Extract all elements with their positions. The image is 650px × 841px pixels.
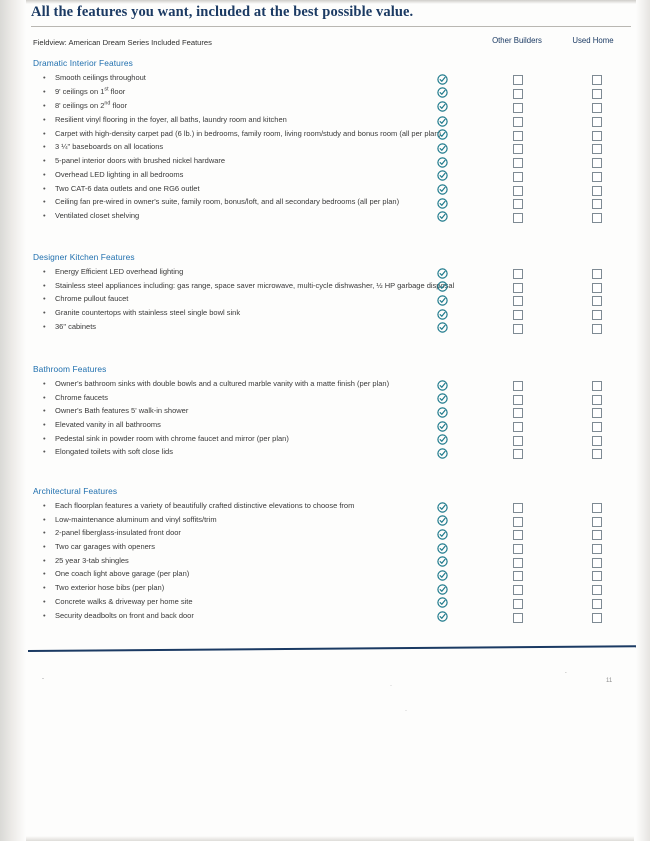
bullet-dot-icon: • <box>43 86 46 96</box>
feature-row <box>33 294 473 304</box>
empty-checkbox-icon-used-home[interactable] <box>592 517 603 528</box>
empty-checkbox-icon-used-home[interactable] <box>592 144 603 155</box>
feature-label: Low-maintenance aluminum and vinyl soffits/trim <box>55 514 217 524</box>
check-circle-icon <box>437 543 448 554</box>
feature-row <box>33 556 473 566</box>
bullet-dot-icon: • <box>43 267 46 276</box>
empty-checkbox-icon-other-builders[interactable] <box>513 558 524 569</box>
empty-checkbox-icon-used-home[interactable] <box>592 103 603 114</box>
empty-checkbox-icon-other-builders[interactable] <box>513 571 524 582</box>
feature-row <box>33 583 473 593</box>
page-subtitle: Fieldview: American Dream Series Included Features <box>33 38 212 47</box>
empty-checkbox-icon-used-home[interactable] <box>592 571 603 582</box>
feature-section <box>33 58 473 225</box>
headline-divider <box>31 26 631 27</box>
empty-checkbox-icon-other-builders[interactable] <box>513 517 524 528</box>
check-circle-icon <box>437 421 448 432</box>
empty-checkbox-icon-other-builders[interactable] <box>513 585 524 596</box>
footer-faint-mark: - <box>565 670 567 676</box>
bullet-dot-icon: • <box>43 555 46 565</box>
empty-checkbox-icon-other-builders[interactable] <box>513 530 524 541</box>
empty-checkbox-icon-used-home[interactable] <box>592 449 603 460</box>
section-title: Dramatic Interior Features <box>33 58 133 68</box>
check-circle-icon <box>437 170 448 181</box>
feature-label: Chrome faucets <box>55 392 108 402</box>
empty-checkbox-icon-used-home[interactable] <box>592 296 603 307</box>
check-circle-icon <box>437 515 448 526</box>
feature-row <box>33 197 473 207</box>
check-circle-icon <box>437 268 448 279</box>
check-circle-icon <box>437 529 448 540</box>
footer-page-number: 11 <box>606 678 613 684</box>
empty-checkbox-icon-other-builders[interactable] <box>513 395 524 406</box>
empty-checkbox-icon-other-builders[interactable] <box>513 89 524 100</box>
empty-checkbox-icon-other-builders[interactable] <box>513 158 524 169</box>
feature-row <box>33 597 473 607</box>
feature-label: Carpet with high-density carpet pad (6 lb.) in bedrooms, family room, living room/study and bonus room (all per plan) <box>55 128 442 138</box>
empty-checkbox-icon-other-builders[interactable] <box>513 199 524 210</box>
check-circle-icon <box>437 143 448 154</box>
feature-label: Resilient vinyl flooring in the foyer, all baths, laundry room and kitchen <box>55 115 287 125</box>
check-circle-icon <box>437 281 448 292</box>
section-title: Architectural Features <box>33 486 118 496</box>
check-circle-icon <box>437 295 448 306</box>
feature-row <box>33 501 473 511</box>
check-circle-icon <box>437 184 448 195</box>
feature-label: Security deadbolts on front and back door <box>55 610 194 620</box>
check-circle-icon <box>437 570 448 581</box>
feature-label: Ceiling fan pre-wired in owner's suite, family room, bonus/loft, and all secondary bedrooms (all per plan) <box>55 197 400 207</box>
scan-edge-right <box>636 0 650 841</box>
bullet-dot-icon: • <box>43 583 46 593</box>
feature-label: Owner's bathroom sinks with double bowls and a cultured marble vanity with a matte finish (per plan) <box>55 379 390 388</box>
empty-checkbox-icon-other-builders[interactable] <box>513 310 524 321</box>
feature-row <box>33 322 473 332</box>
check-circle-icon <box>437 556 448 567</box>
bullet-dot-icon: • <box>43 392 46 402</box>
feature-label: 3 ¼" baseboards on all locations <box>55 142 164 152</box>
feature-row <box>33 447 473 457</box>
feature-label: Granite countertops with stainless steel single bowl sink <box>55 308 241 318</box>
empty-checkbox-icon-used-home[interactable] <box>592 585 603 596</box>
bullet-dot-icon: • <box>43 308 46 318</box>
feature-section <box>33 486 473 624</box>
feature-row <box>33 515 473 525</box>
check-circle-icon <box>437 309 448 320</box>
bullet-dot-icon: • <box>43 169 46 179</box>
check-circle-icon <box>437 380 448 391</box>
feature-row <box>33 528 473 538</box>
feature-label: Smooth ceilings throughout <box>55 73 146 82</box>
feature-row <box>33 406 473 416</box>
feature-label: Two exterior hose bibs (per plan) <box>55 583 165 593</box>
feature-section <box>33 364 473 461</box>
bullet-dot-icon: • <box>43 321 46 331</box>
footer-center-mark-2: · <box>405 708 407 714</box>
check-circle-icon <box>437 448 448 459</box>
scan-edge-left <box>0 0 26 841</box>
scan-edge-bottom <box>26 836 634 841</box>
feature-row <box>33 281 473 291</box>
feature-label: Stainless steel appliances including: gas range, space saver microwave, multi-cycle dishwasher, ½ HP garbage disposal <box>55 280 455 290</box>
empty-checkbox-icon-other-builders[interactable] <box>513 269 524 280</box>
empty-checkbox-icon-other-builders[interactable] <box>513 144 524 155</box>
feature-row <box>33 434 473 444</box>
bullet-dot-icon: • <box>43 197 46 207</box>
feature-row <box>33 101 473 111</box>
feature-label: Elevated vanity in all bathrooms <box>55 420 161 430</box>
empty-checkbox-icon-used-home[interactable] <box>592 131 603 142</box>
bullet-dot-icon: • <box>43 420 46 430</box>
bullet-dot-icon: • <box>43 115 46 125</box>
feature-label: Two car garages with openers <box>55 542 156 552</box>
check-circle-icon <box>437 611 448 622</box>
empty-checkbox-icon-other-builders[interactable] <box>513 103 524 114</box>
bullet-dot-icon: • <box>43 294 46 304</box>
feature-label: 2-panel fiberglass-insulated front door <box>55 528 181 538</box>
footer-left-mark: - <box>42 676 44 682</box>
bullet-dot-icon: • <box>43 569 46 579</box>
bullet-dot-icon: • <box>43 280 46 290</box>
feature-row <box>33 87 473 97</box>
empty-checkbox-icon-other-builders[interactable] <box>513 283 524 294</box>
empty-checkbox-icon-used-home[interactable] <box>592 158 603 169</box>
bottom-divider <box>28 645 636 652</box>
check-circle-icon <box>437 129 448 140</box>
check-circle-icon <box>437 74 448 85</box>
empty-checkbox-icon-used-home[interactable] <box>592 269 603 280</box>
bullet-dot-icon: • <box>43 210 46 220</box>
feature-row <box>33 129 473 139</box>
empty-checkbox-icon-other-builders[interactable] <box>513 599 524 610</box>
empty-checkbox-icon-other-builders[interactable] <box>513 449 524 460</box>
empty-checkbox-icon-used-home[interactable] <box>592 324 603 335</box>
check-circle-icon <box>437 157 448 168</box>
empty-checkbox-icon-other-builders[interactable] <box>513 422 524 433</box>
empty-checkbox-icon-other-builders[interactable] <box>513 117 524 128</box>
feature-row <box>33 73 473 83</box>
check-circle-icon <box>437 101 448 112</box>
empty-checkbox-icon-other-builders[interactable] <box>513 436 524 447</box>
bullet-dot-icon: • <box>43 433 46 443</box>
empty-checkbox-icon-used-home[interactable] <box>592 283 603 294</box>
empty-checkbox-icon-used-home[interactable] <box>592 213 603 224</box>
feature-label: 25 year 3-tab shingles <box>55 555 129 565</box>
empty-checkbox-icon-used-home[interactable] <box>592 503 603 514</box>
check-circle-icon <box>437 502 448 513</box>
empty-checkbox-icon-other-builders[interactable] <box>513 131 524 142</box>
feature-label: Overhead LED lighting in all bedrooms <box>55 169 184 179</box>
bullet-dot-icon: • <box>43 501 46 510</box>
check-circle-icon <box>437 322 448 333</box>
empty-checkbox-icon-other-builders[interactable] <box>513 75 524 86</box>
bullet-dot-icon: • <box>43 183 46 193</box>
check-circle-icon <box>437 597 448 608</box>
empty-checkbox-icon-other-builders[interactable] <box>513 324 524 335</box>
check-circle-icon <box>437 211 448 222</box>
feature-label: Elongated toilets with soft close lids <box>55 447 173 457</box>
feature-label: 9' ceilings on 1st floor <box>55 86 126 97</box>
bullet-dot-icon: • <box>43 128 46 138</box>
feature-section <box>33 252 473 335</box>
empty-checkbox-icon-used-home[interactable] <box>592 381 603 392</box>
empty-checkbox-icon-used-home[interactable] <box>592 89 603 100</box>
empty-checkbox-icon-used-home[interactable] <box>592 186 603 197</box>
feature-row <box>33 211 473 221</box>
feature-label: Chrome pullout faucet <box>55 294 129 304</box>
empty-checkbox-icon-used-home[interactable] <box>592 422 603 433</box>
empty-checkbox-icon-other-builders[interactable] <box>513 613 524 624</box>
check-circle-icon <box>437 584 448 595</box>
feature-row <box>33 267 473 277</box>
feature-label: Concrete walks & driveway per home site <box>55 596 193 606</box>
check-circle-icon <box>437 434 448 445</box>
column-header-used-home: Used Home <box>572 36 614 45</box>
empty-checkbox-icon-other-builders[interactable] <box>513 503 524 514</box>
empty-checkbox-icon-used-home[interactable] <box>592 613 603 624</box>
check-circle-icon <box>437 393 448 404</box>
empty-checkbox-icon-other-builders[interactable] <box>513 186 524 197</box>
bullet-dot-icon: • <box>43 156 46 166</box>
bullet-dot-icon: • <box>43 406 46 416</box>
empty-checkbox-icon-used-home[interactable] <box>592 199 603 210</box>
footer-center-mark: · <box>390 683 392 689</box>
feature-row <box>33 170 473 180</box>
empty-checkbox-icon-used-home[interactable] <box>592 75 603 86</box>
check-circle-icon <box>437 116 448 127</box>
feature-row <box>33 542 473 552</box>
empty-checkbox-icon-used-home[interactable] <box>592 172 603 183</box>
empty-checkbox-icon-used-home[interactable] <box>592 544 603 555</box>
feature-row <box>33 156 473 166</box>
bullet-dot-icon: • <box>43 73 46 82</box>
page-headline: All the features you want, included at the best possible value. <box>31 4 414 20</box>
bullet-dot-icon: • <box>43 596 46 606</box>
feature-label: 8' ceilings on 2nd floor <box>55 100 128 111</box>
empty-checkbox-icon-used-home[interactable] <box>592 599 603 610</box>
check-circle-icon <box>437 198 448 209</box>
feature-label: Pedestal sink in powder room with chrome faucet and mirror (per plan) <box>55 433 289 443</box>
empty-checkbox-icon-used-home[interactable] <box>592 117 603 128</box>
empty-checkbox-icon-used-home[interactable] <box>592 558 603 569</box>
empty-checkbox-icon-used-home[interactable] <box>592 436 603 447</box>
column-header-other-builders: Other Builders <box>492 36 542 45</box>
empty-checkbox-icon-other-builders[interactable] <box>513 381 524 392</box>
empty-checkbox-icon-other-builders[interactable] <box>513 296 524 307</box>
feature-row <box>33 569 473 579</box>
feature-row <box>33 420 473 430</box>
empty-checkbox-icon-other-builders[interactable] <box>513 213 524 224</box>
feature-row <box>33 115 473 125</box>
feature-label: Energy Efficient LED overhead lighting <box>55 267 184 276</box>
empty-checkbox-icon-used-home[interactable] <box>592 530 603 541</box>
bullet-dot-icon: • <box>43 610 46 620</box>
check-circle-icon <box>437 407 448 418</box>
feature-label: Each floorplan features a variety of beautifully crafted distinctive elevations to choose from <box>55 501 355 510</box>
empty-checkbox-icon-other-builders[interactable] <box>513 544 524 555</box>
feature-label: 5-panel interior doors with brushed nickel hardware <box>55 156 226 166</box>
section-title: Bathroom Features <box>33 364 107 374</box>
feature-label: Owner's Bath features 5' walk-in shower <box>55 406 189 416</box>
feature-row <box>33 611 473 621</box>
section-title: Designer Kitchen Features <box>33 252 135 262</box>
feature-row <box>33 379 473 389</box>
bullet-dot-icon: • <box>43 142 46 152</box>
feature-row <box>33 308 473 318</box>
empty-checkbox-icon-other-builders[interactable] <box>513 172 524 183</box>
empty-checkbox-icon-used-home[interactable] <box>592 408 603 419</box>
feature-label: Two CAT-6 data outlets and one RG6 outlet <box>55 183 200 193</box>
bullet-dot-icon: • <box>43 379 46 388</box>
bullet-dot-icon: • <box>43 514 46 524</box>
empty-checkbox-icon-used-home[interactable] <box>592 395 603 406</box>
bullet-dot-icon: • <box>43 542 46 552</box>
feature-row <box>33 142 473 152</box>
feature-label: Ventilated closet shelving <box>55 210 140 220</box>
check-circle-icon <box>437 87 448 98</box>
bullet-dot-icon: • <box>43 528 46 538</box>
feature-row <box>33 393 473 403</box>
bullet-dot-icon: • <box>43 100 46 110</box>
bullet-dot-icon: • <box>43 447 46 457</box>
empty-checkbox-icon-used-home[interactable] <box>592 310 603 321</box>
feature-row <box>33 184 473 194</box>
empty-checkbox-icon-other-builders[interactable] <box>513 408 524 419</box>
feature-label: 36" cabinets <box>55 321 97 331</box>
feature-label: One coach light above garage (per plan) <box>55 569 190 579</box>
